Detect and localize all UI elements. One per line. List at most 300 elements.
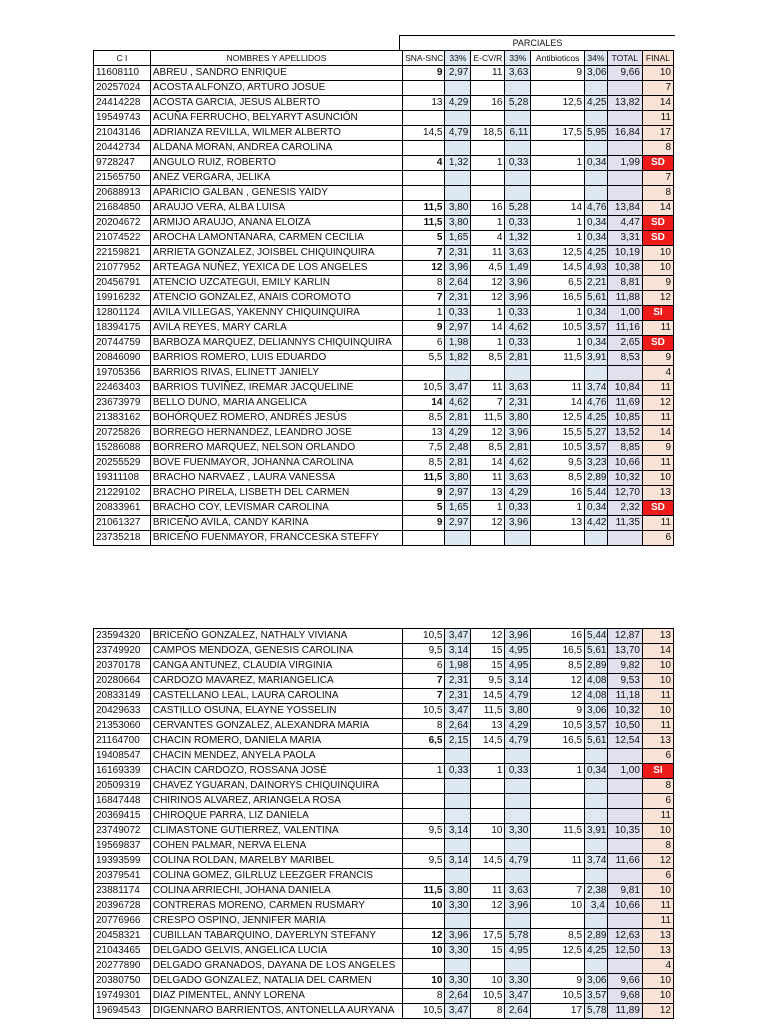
cell-ant: 9: [531, 974, 585, 989]
table-row: [94, 231, 674, 246]
cell-ecv: 1: [471, 336, 505, 351]
cell-ci: 23881174: [94, 884, 151, 899]
cell-total: 3,31: [607, 231, 642, 246]
cell-sna-pct: 3,47: [445, 704, 471, 719]
cell-sna-pct: [445, 111, 471, 126]
cell-sna-pct: 3,30: [445, 974, 471, 989]
cell-name: CHAVEZ YGUARAN, DAINORYS CHIQUINQUIRA: [150, 779, 402, 794]
cell-ant-pct: 4,08: [585, 674, 608, 689]
table-row: [94, 66, 674, 81]
cell-ci: 20429633: [94, 704, 151, 719]
cell-final: 9: [642, 441, 673, 456]
cell-ecv-pct: 3,80: [505, 411, 531, 426]
cell-name: COHEN PALMAR, NERVA ELENA: [150, 839, 402, 854]
cell-name: ABREU , SANDRO ENRIQUE: [150, 66, 402, 81]
cell-ecv: 14,5: [471, 734, 505, 749]
cell-final: 10: [642, 704, 673, 719]
cell-total: 4,47: [607, 216, 642, 231]
cell-ecv-pct: 5,28: [505, 201, 531, 216]
cell-final: 10: [642, 246, 673, 261]
cell-sna-pct: [445, 809, 471, 824]
cell-sna-pct: 3,30: [445, 944, 471, 959]
cell-name: ANGULO RUIZ, ROBERTO: [150, 156, 402, 171]
cell-ecv: [471, 809, 505, 824]
table-row: [94, 989, 674, 1004]
cell-ant: 8,5: [531, 929, 585, 944]
cell-name: DELGADO GELVIS, ANGELICA LUCIA: [150, 944, 402, 959]
cell-ecv-pct: [505, 809, 531, 824]
header-total: TOTAL: [607, 51, 642, 66]
cell-ecv: 8,5: [471, 441, 505, 456]
table-row: [94, 246, 674, 261]
cell-ecv-pct: 0,33: [505, 336, 531, 351]
cell-ant-pct: [585, 794, 608, 809]
cell-ecv: 4: [471, 231, 505, 246]
cell-ecv-pct: 0,33: [505, 501, 531, 516]
cell-ci: 20833961: [94, 501, 151, 516]
cell-total: 12,70: [607, 486, 642, 501]
cell-ant-pct: 3,57: [585, 989, 608, 1004]
cell-ecv: 12: [471, 899, 505, 914]
header-nombres: NOMBRES Y APELLIDOS: [150, 51, 402, 66]
cell-ecv: [471, 839, 505, 854]
cell-ant-pct: 4,25: [585, 246, 608, 261]
header-pct-3: 34%: [585, 51, 608, 66]
cell-ant: 16: [531, 629, 585, 644]
table-row: [94, 644, 674, 659]
cell-ant-pct: [585, 809, 608, 824]
cell-ecv-pct: 3,63: [505, 471, 531, 486]
cell-total: 9,68: [607, 989, 642, 1004]
table-row: [94, 381, 674, 396]
cell-final: 10: [642, 66, 673, 81]
cell-ant-pct: [585, 959, 608, 974]
cell-sna-pct: 3,80: [445, 201, 471, 216]
cell-ant: 9,5: [531, 456, 585, 471]
cell-ci: 19549743: [94, 111, 151, 126]
cell-ecv-pct: 4,95: [505, 944, 531, 959]
cell-name: CHACIN MENDEZ, ANYELA PAOLA: [150, 749, 402, 764]
table-row: [94, 276, 674, 291]
table-row: [94, 899, 674, 914]
cell-ecv-pct: [505, 366, 531, 381]
cell-sna: 9: [403, 321, 445, 336]
cell-total: 13,70: [607, 644, 642, 659]
cell-ecv-pct: 3,96: [505, 291, 531, 306]
cell-ant: 1: [531, 336, 585, 351]
cell-sna: 11,5: [403, 216, 445, 231]
cell-sna-pct: 3,80: [445, 216, 471, 231]
cell-sna-pct: 3,80: [445, 471, 471, 486]
cell-name: DELGADO GONZALEZ, NATALIA DEL CARMEN: [150, 974, 402, 989]
header-pct-1: 33%: [445, 51, 471, 66]
cell-ant-pct: [585, 141, 608, 156]
table-row: [94, 396, 674, 411]
cell-final: 8: [642, 779, 673, 794]
cell-ci: 21043465: [94, 944, 151, 959]
cell-ant-pct: 4,25: [585, 944, 608, 959]
cell-ci: 20442734: [94, 141, 151, 156]
cell-sna-pct: 2,97: [445, 486, 471, 501]
table-row: [94, 456, 674, 471]
cell-ant-pct: 0,34: [585, 156, 608, 171]
cell-ant: 12,5: [531, 96, 585, 111]
cell-ant: 7: [531, 884, 585, 899]
cell-ecv-pct: 2,81: [505, 441, 531, 456]
cell-sna-pct: 3,14: [445, 854, 471, 869]
cell-sna-pct: [445, 366, 471, 381]
cell-final: 11: [642, 516, 673, 531]
cell-total: 13,52: [607, 426, 642, 441]
cell-sna: 8,5: [403, 411, 445, 426]
cell-name: CHACIN ROMERO, DANIELA MARIA: [150, 734, 402, 749]
cell-ci: 21565750: [94, 171, 151, 186]
cell-ant: 10,5: [531, 719, 585, 734]
cell-sna-pct: 3,30: [445, 899, 471, 914]
cell-ant-pct: 3,57: [585, 719, 608, 734]
cell-ci: 18394175: [94, 321, 151, 336]
cell-sna: 11,5: [403, 884, 445, 899]
cell-name: BOVE FUENMAYOR, JOHANNA CAROLINA: [150, 456, 402, 471]
cell-final: 10: [642, 824, 673, 839]
cell-total: 12,63: [607, 929, 642, 944]
cell-name: ACOSTA ALFONZO, ARTURO JOSUE: [150, 81, 402, 96]
cell-final: 14: [642, 96, 673, 111]
cell-sna: [403, 366, 445, 381]
cell-ant: 15,5: [531, 426, 585, 441]
cell-ant: 1: [531, 231, 585, 246]
table-row: [94, 486, 674, 501]
cell-ant-pct: 3,23: [585, 456, 608, 471]
cell-total: [607, 171, 642, 186]
cell-ant-pct: [585, 869, 608, 884]
cell-name: BRACHO COY, LEVISMAR CAROLINA: [150, 501, 402, 516]
table-row: [94, 96, 674, 111]
cell-ecv: 11,5: [471, 411, 505, 426]
cell-sna: [403, 959, 445, 974]
cell-name: CANGA ANTUNEZ, CLAUDIA VIRGINIA: [150, 659, 402, 674]
cell-ecv-pct: 0,33: [505, 216, 531, 231]
cell-ant: 8,5: [531, 471, 585, 486]
cell-sna: 5: [403, 501, 445, 516]
cell-ant: 1: [531, 306, 585, 321]
cell-sna-pct: [445, 81, 471, 96]
cell-name: ALDANA MORAN, ANDREA CAROLINA: [150, 141, 402, 156]
cell-name: BARBOZA MARQUEZ, DELIANNYS CHIQUINQUIRA: [150, 336, 402, 351]
cell-ecv-pct: 5,78: [505, 929, 531, 944]
cell-sna-pct: 2,31: [445, 246, 471, 261]
cell-final: 10: [642, 261, 673, 276]
cell-ecv: 1: [471, 216, 505, 231]
cell-total: 10,85: [607, 411, 642, 426]
cell-total: [607, 531, 642, 546]
cell-ant-pct: [585, 839, 608, 854]
parciales-header: PARCIALES: [399, 35, 675, 50]
cell-total: 10,50: [607, 719, 642, 734]
cell-ant: 10,5: [531, 321, 585, 336]
cell-ant: [531, 366, 585, 381]
table-row: [94, 719, 674, 734]
table-row: [94, 261, 674, 276]
cell-sna: 9: [403, 66, 445, 81]
cell-sna: 12: [403, 261, 445, 276]
cell-total: [607, 809, 642, 824]
cell-ecv: 17,5: [471, 929, 505, 944]
cell-total: [607, 914, 642, 929]
cell-ecv-pct: 3,63: [505, 884, 531, 899]
cell-ci: 20370178: [94, 659, 151, 674]
cell-sna-pct: 2,81: [445, 411, 471, 426]
cell-sna: 11,5: [403, 201, 445, 216]
cell-ci: 21684850: [94, 201, 151, 216]
cell-sna-pct: 2,15: [445, 734, 471, 749]
cell-ecv: 15: [471, 644, 505, 659]
cell-ant-pct: 3,57: [585, 441, 608, 456]
cell-sna-pct: 1,82: [445, 351, 471, 366]
table-row: [94, 351, 674, 366]
cell-ci: 22463403: [94, 381, 151, 396]
table-row: [94, 1004, 674, 1019]
cell-ecv-pct: [505, 794, 531, 809]
table-row: [94, 516, 674, 531]
cell-name: BARRIOS RIVAS, ELINETT JANIELY: [150, 366, 402, 381]
cell-name: BARRIOS ROMERO, LUIS EDUARDO: [150, 351, 402, 366]
cell-ecv-pct: 2,31: [505, 396, 531, 411]
cell-ci: 20257024: [94, 81, 151, 96]
cell-name: CHACIN CARDOZO, ROSSANA JOSÉ: [150, 764, 402, 779]
table-row: [94, 411, 674, 426]
cell-ant: 16,5: [531, 291, 585, 306]
cell-ci: 20277890: [94, 959, 151, 974]
cell-name: DIGENNARO BARRIENTOS, ANTONELLA AURYANA: [150, 1004, 402, 1019]
cell-ant: 12,5: [531, 411, 585, 426]
cell-ecv: [471, 186, 505, 201]
cell-sna: [403, 749, 445, 764]
cell-ci: 20255529: [94, 456, 151, 471]
table-row: [94, 659, 674, 674]
cell-sna: 10,5: [403, 629, 445, 644]
cell-total: 12,87: [607, 629, 642, 644]
cell-ecv: 7: [471, 396, 505, 411]
cell-total: 10,66: [607, 899, 642, 914]
cell-final: 13: [642, 734, 673, 749]
table-row: [94, 689, 674, 704]
cell-sna: 6: [403, 659, 445, 674]
table-row: [94, 704, 674, 719]
cell-ecv: [471, 794, 505, 809]
cell-ecv: 14: [471, 456, 505, 471]
cell-ecv: [471, 141, 505, 156]
table-row: [94, 854, 674, 869]
table-row: [94, 366, 674, 381]
cell-ant-pct: [585, 171, 608, 186]
cell-ant-pct: 5,95: [585, 126, 608, 141]
cell-ecv-pct: 3,80: [505, 704, 531, 719]
cell-final: 11: [642, 809, 673, 824]
cell-final: 11: [642, 321, 673, 336]
cell-ci: 15286088: [94, 441, 151, 456]
cell-ant: 6,5: [531, 276, 585, 291]
cell-ant-pct: [585, 779, 608, 794]
cell-ecv-pct: 3,63: [505, 246, 531, 261]
cell-ecv: 11: [471, 471, 505, 486]
cell-ecv: [471, 111, 505, 126]
cell-ant-pct: 5,44: [585, 629, 608, 644]
cell-total: [607, 839, 642, 854]
cell-final: SI: [642, 764, 673, 779]
table-row: [94, 929, 674, 944]
cell-total: 16,84: [607, 126, 642, 141]
cell-ecv-pct: [505, 959, 531, 974]
cell-ecv-pct: 3,14: [505, 674, 531, 689]
cell-ecv: 10,5: [471, 989, 505, 1004]
cell-total: 2,32: [607, 501, 642, 516]
cell-sna: 7: [403, 674, 445, 689]
cell-name: BARRIOS TUVIÑEZ, IREMAR JACQUELINE: [150, 381, 402, 396]
cell-ci: 20369415: [94, 809, 151, 824]
cell-final: 12: [642, 396, 673, 411]
table-row: [94, 749, 674, 764]
cell-name: BELLO DUNO, MARIA ANGELICA: [150, 396, 402, 411]
cell-total: 9,81: [607, 884, 642, 899]
cell-name: AVILA REYES, MARY CARLA: [150, 321, 402, 336]
cell-ci: 20280664: [94, 674, 151, 689]
cell-ant: 16: [531, 486, 585, 501]
cell-sna: 8: [403, 989, 445, 1004]
cell-ci: 23673979: [94, 396, 151, 411]
cell-total: [607, 869, 642, 884]
cell-ant: 17: [531, 1004, 585, 1019]
cell-sna-pct: [445, 141, 471, 156]
cell-sna: 14: [403, 396, 445, 411]
cell-ant: 8,5: [531, 659, 585, 674]
cell-final: 13: [642, 929, 673, 944]
cell-ant: [531, 171, 585, 186]
grades-table-2: [93, 628, 674, 1019]
cell-ecv-pct: 5,28: [505, 96, 531, 111]
cell-ecv-pct: 4,62: [505, 456, 531, 471]
cell-ecv: 8,5: [471, 351, 505, 366]
cell-final: 10: [642, 974, 673, 989]
cell-sna: [403, 81, 445, 96]
cell-name: BOHÓRQUEZ ROMERO, ANDRÉS JESÚS: [150, 411, 402, 426]
cell-ecv-pct: 3,47: [505, 989, 531, 1004]
table-row: [94, 869, 674, 884]
cell-ant-pct: 4,76: [585, 396, 608, 411]
cell-sna: [403, 869, 445, 884]
cell-name: AROCHA LAMONTANARA, CARMEN CECILIA: [150, 231, 402, 246]
cell-ci: 20833149: [94, 689, 151, 704]
cell-ant: 12,5: [531, 944, 585, 959]
cell-ecv: 12: [471, 291, 505, 306]
cell-ant-pct: 4,08: [585, 689, 608, 704]
cell-sna: 9: [403, 486, 445, 501]
table-row: [94, 171, 674, 186]
cell-sna: 9,5: [403, 824, 445, 839]
cell-ant: 10,5: [531, 989, 585, 1004]
cell-ci: 20776966: [94, 914, 151, 929]
cell-sna: 6,5: [403, 734, 445, 749]
cell-sna: 7: [403, 246, 445, 261]
cell-ecv-pct: 0,33: [505, 764, 531, 779]
cell-ant-pct: [585, 186, 608, 201]
cell-sna-pct: 0,33: [445, 306, 471, 321]
cell-ci: 11608110: [94, 66, 151, 81]
cell-final: 14: [642, 644, 673, 659]
cell-total: 10,32: [607, 471, 642, 486]
cell-sna: 8,5: [403, 456, 445, 471]
table-row: [94, 126, 674, 141]
cell-sna-pct: 0,33: [445, 764, 471, 779]
cell-ant: 1: [531, 156, 585, 171]
cell-sna: 5,5: [403, 351, 445, 366]
cell-ci: 20204672: [94, 216, 151, 231]
cell-ecv: [471, 171, 505, 186]
cell-final: 11: [642, 914, 673, 929]
cell-ant: [531, 869, 585, 884]
cell-total: 10,84: [607, 381, 642, 396]
cell-ant-pct: 0,34: [585, 501, 608, 516]
table-row: [94, 141, 674, 156]
cell-name: ACUÑA FERRUCHO, BELYARYT ASUNCIÓN: [150, 111, 402, 126]
cell-ecv-pct: 4,95: [505, 659, 531, 674]
cell-ci: 21061327: [94, 516, 151, 531]
cell-ant: 1: [531, 764, 585, 779]
cell-ecv: [471, 531, 505, 546]
cell-ecv: 12: [471, 516, 505, 531]
cell-final: 13: [642, 486, 673, 501]
cell-ant: [531, 959, 585, 974]
cell-name: BORRERO MARQUEZ, NELSON ORLANDO: [150, 441, 402, 456]
cell-total: 11,69: [607, 396, 642, 411]
cell-ecv-pct: [505, 839, 531, 854]
cell-final: 11: [642, 411, 673, 426]
cell-ecv: 14,5: [471, 689, 505, 704]
cell-sna: 4: [403, 156, 445, 171]
cell-total: 8,85: [607, 441, 642, 456]
cell-sna: [403, 531, 445, 546]
cell-ecv-pct: 3,63: [505, 381, 531, 396]
table-row: [94, 674, 674, 689]
cell-ant-pct: 2,89: [585, 471, 608, 486]
cell-sna: 12: [403, 929, 445, 944]
cell-ci: 19916232: [94, 291, 151, 306]
cell-ant-pct: 3,57: [585, 321, 608, 336]
cell-final: 7: [642, 81, 673, 96]
cell-ant-pct: 0,34: [585, 216, 608, 231]
cell-sna-pct: [445, 839, 471, 854]
cell-total: 10,38: [607, 261, 642, 276]
cell-total: 10,32: [607, 704, 642, 719]
cell-final: 4: [642, 366, 673, 381]
cell-ant-pct: 3,06: [585, 974, 608, 989]
cell-final: 17: [642, 126, 673, 141]
cell-sna-pct: 3,47: [445, 1004, 471, 1019]
cell-name: ARMIJO ARAUJO, ANANA ELOIZA: [150, 216, 402, 231]
cell-final: 10: [642, 989, 673, 1004]
cell-sna-pct: 3,80: [445, 884, 471, 899]
cell-ci: 20456791: [94, 276, 151, 291]
cell-final: SD: [642, 336, 673, 351]
cell-sna-pct: 2,81: [445, 456, 471, 471]
cell-name: APARICIO GALBAN , GENESIS YAIDY: [150, 186, 402, 201]
cell-total: [607, 779, 642, 794]
cell-sna: [403, 794, 445, 809]
cell-sna: 10,5: [403, 381, 445, 396]
cell-final: 14: [642, 426, 673, 441]
cell-name: ADRIANZA REVILLA, WILMER ALBERTO: [150, 126, 402, 141]
cell-ant: 1: [531, 501, 585, 516]
